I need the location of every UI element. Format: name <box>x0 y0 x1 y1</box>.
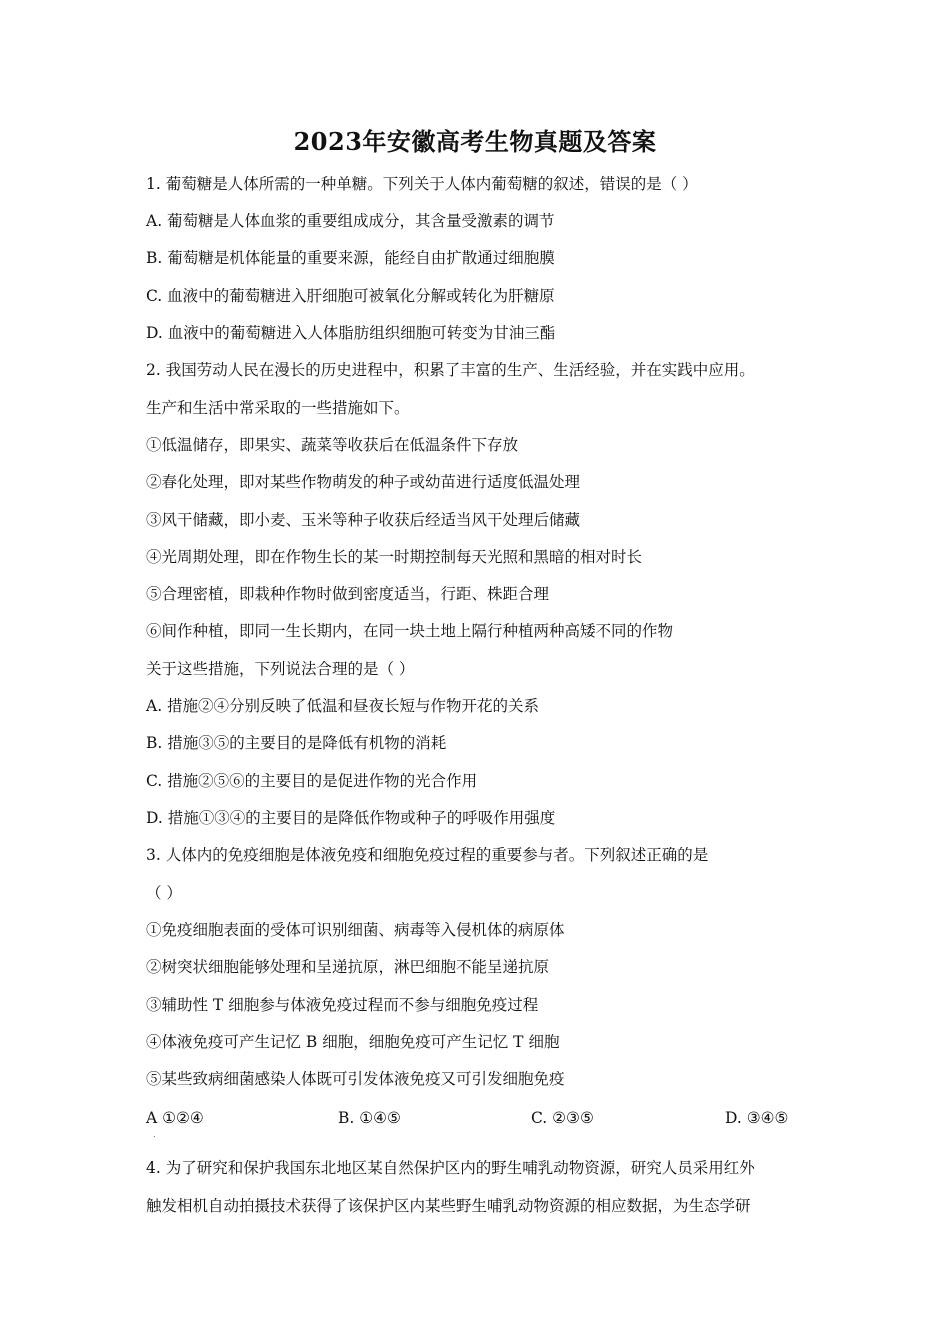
q3-stem-line2: （ ） <box>146 884 182 902</box>
q2-option-c: C. 措施②⑤⑥的主要目的是促进作物的光合作用 <box>146 772 478 790</box>
q2-option-d: D. 措施①③④的主要目的是降低作物或种子的呼吸作用强度 <box>146 809 556 827</box>
q2-item-1: ①低温储存，即果实、蔬菜等收获后在低温条件下存放 <box>146 436 519 454</box>
q1-option-d: D. 血液中的葡萄糖进入人体脂肪组织细胞可转变为甘油三酯 <box>146 324 556 342</box>
q3-item-1: ①免疫细胞表面的受体可识别细菌、病毒等入侵机体的病原体 <box>146 921 565 939</box>
q1-stem: 1. 葡萄糖是人体所需的一种单糖。下列关于人体内葡萄糖的叙述，错误的是（ ） <box>146 175 698 193</box>
q3-item-3: ③辅助性 T 细胞参与体液免疫过程而不参与细胞免疫过程 <box>146 996 539 1014</box>
q2-question: 关于这些措施，下列说法合理的是（ ） <box>146 660 415 678</box>
q2-item-5: ⑤合理密植，即栽种作物时做到密度适当，行距、株距合理 <box>146 585 550 603</box>
page-title: 2023年安徽高考生物真题及答案 <box>293 127 657 156</box>
q1-option-c: C. 血液中的葡萄糖进入肝细胞可被氧化分解或转化为肝糖原 <box>146 287 555 305</box>
q3-option-a: A ①②④ <box>146 1109 204 1127</box>
q4-line2: 触发相机自动拍摄技术获得了该保护区内某些野生哺乳动物资源的相应数据，为生态学研 <box>146 1197 751 1215</box>
q3-stem-line1: 3. 人体内的免疫细胞是体液免疫和细胞免疫过程的重要参与者。下列叙述正确的是 <box>146 846 709 864</box>
q3-item-4: ④体液免疫可产生记忆 B 细胞，细胞免疫可产生记忆 T 细胞 <box>146 1033 560 1051</box>
q2-item-6: ⑥间作种植，即同一生长期内，在同一块土地上隔行种植两种高矮不同的作物 <box>146 622 674 640</box>
q3-option-mark: . <box>153 1130 156 1139</box>
q4-line1: 4. 为了研究和保护我国东北地区某自然保护区内的野生哺乳动物资源，研究人员采用红外 <box>146 1159 755 1177</box>
q2-stem-line1: 2. 我国劳动人民在漫长的历史进程中，积累了丰富的生产、生活经验，并在实践中应用。 <box>146 361 755 379</box>
q2-item-2: ②春化处理，即对某些作物萌发的种子或幼苗进行适度低温处理 <box>146 473 581 491</box>
q2-option-b: B. 措施③⑤的主要目的是降低有机物的消耗 <box>146 734 447 752</box>
q3-option-c: C. ②③⑤ <box>531 1109 594 1127</box>
q1-option-b: B. 葡萄糖是机体能量的重要来源，能经自由扩散通过细胞膜 <box>146 249 555 267</box>
q3-item-5: ⑤某些致病细菌感染人体既可引发体液免疫又可引发细胞免疫 <box>146 1070 565 1088</box>
q3-option-b: B. ①④⑤ <box>338 1109 401 1127</box>
q2-stem-line2: 生产和生活中常采取的一些措施如下。 <box>146 399 410 417</box>
q2-item-3: ③风干储藏，即小麦、玉米等种子收获后经适当风干处理后储藏 <box>146 511 581 529</box>
q3-item-2: ②树突状细胞能够处理和呈递抗原，淋巴细胞不能呈递抗原 <box>146 958 550 976</box>
q2-option-a: A. 措施②④分别反映了低温和昼夜长短与作物开花的关系 <box>146 697 540 715</box>
q2-item-4: ④光周期处理，即在作物生长的某一时期控制每天光照和黑暗的相对时长 <box>146 548 643 566</box>
q3-option-d: D. ③④⑤ <box>725 1109 789 1127</box>
q1-option-a: A. 葡萄糖是人体血浆的重要组成成分，其含量受激素的调节 <box>146 212 555 230</box>
